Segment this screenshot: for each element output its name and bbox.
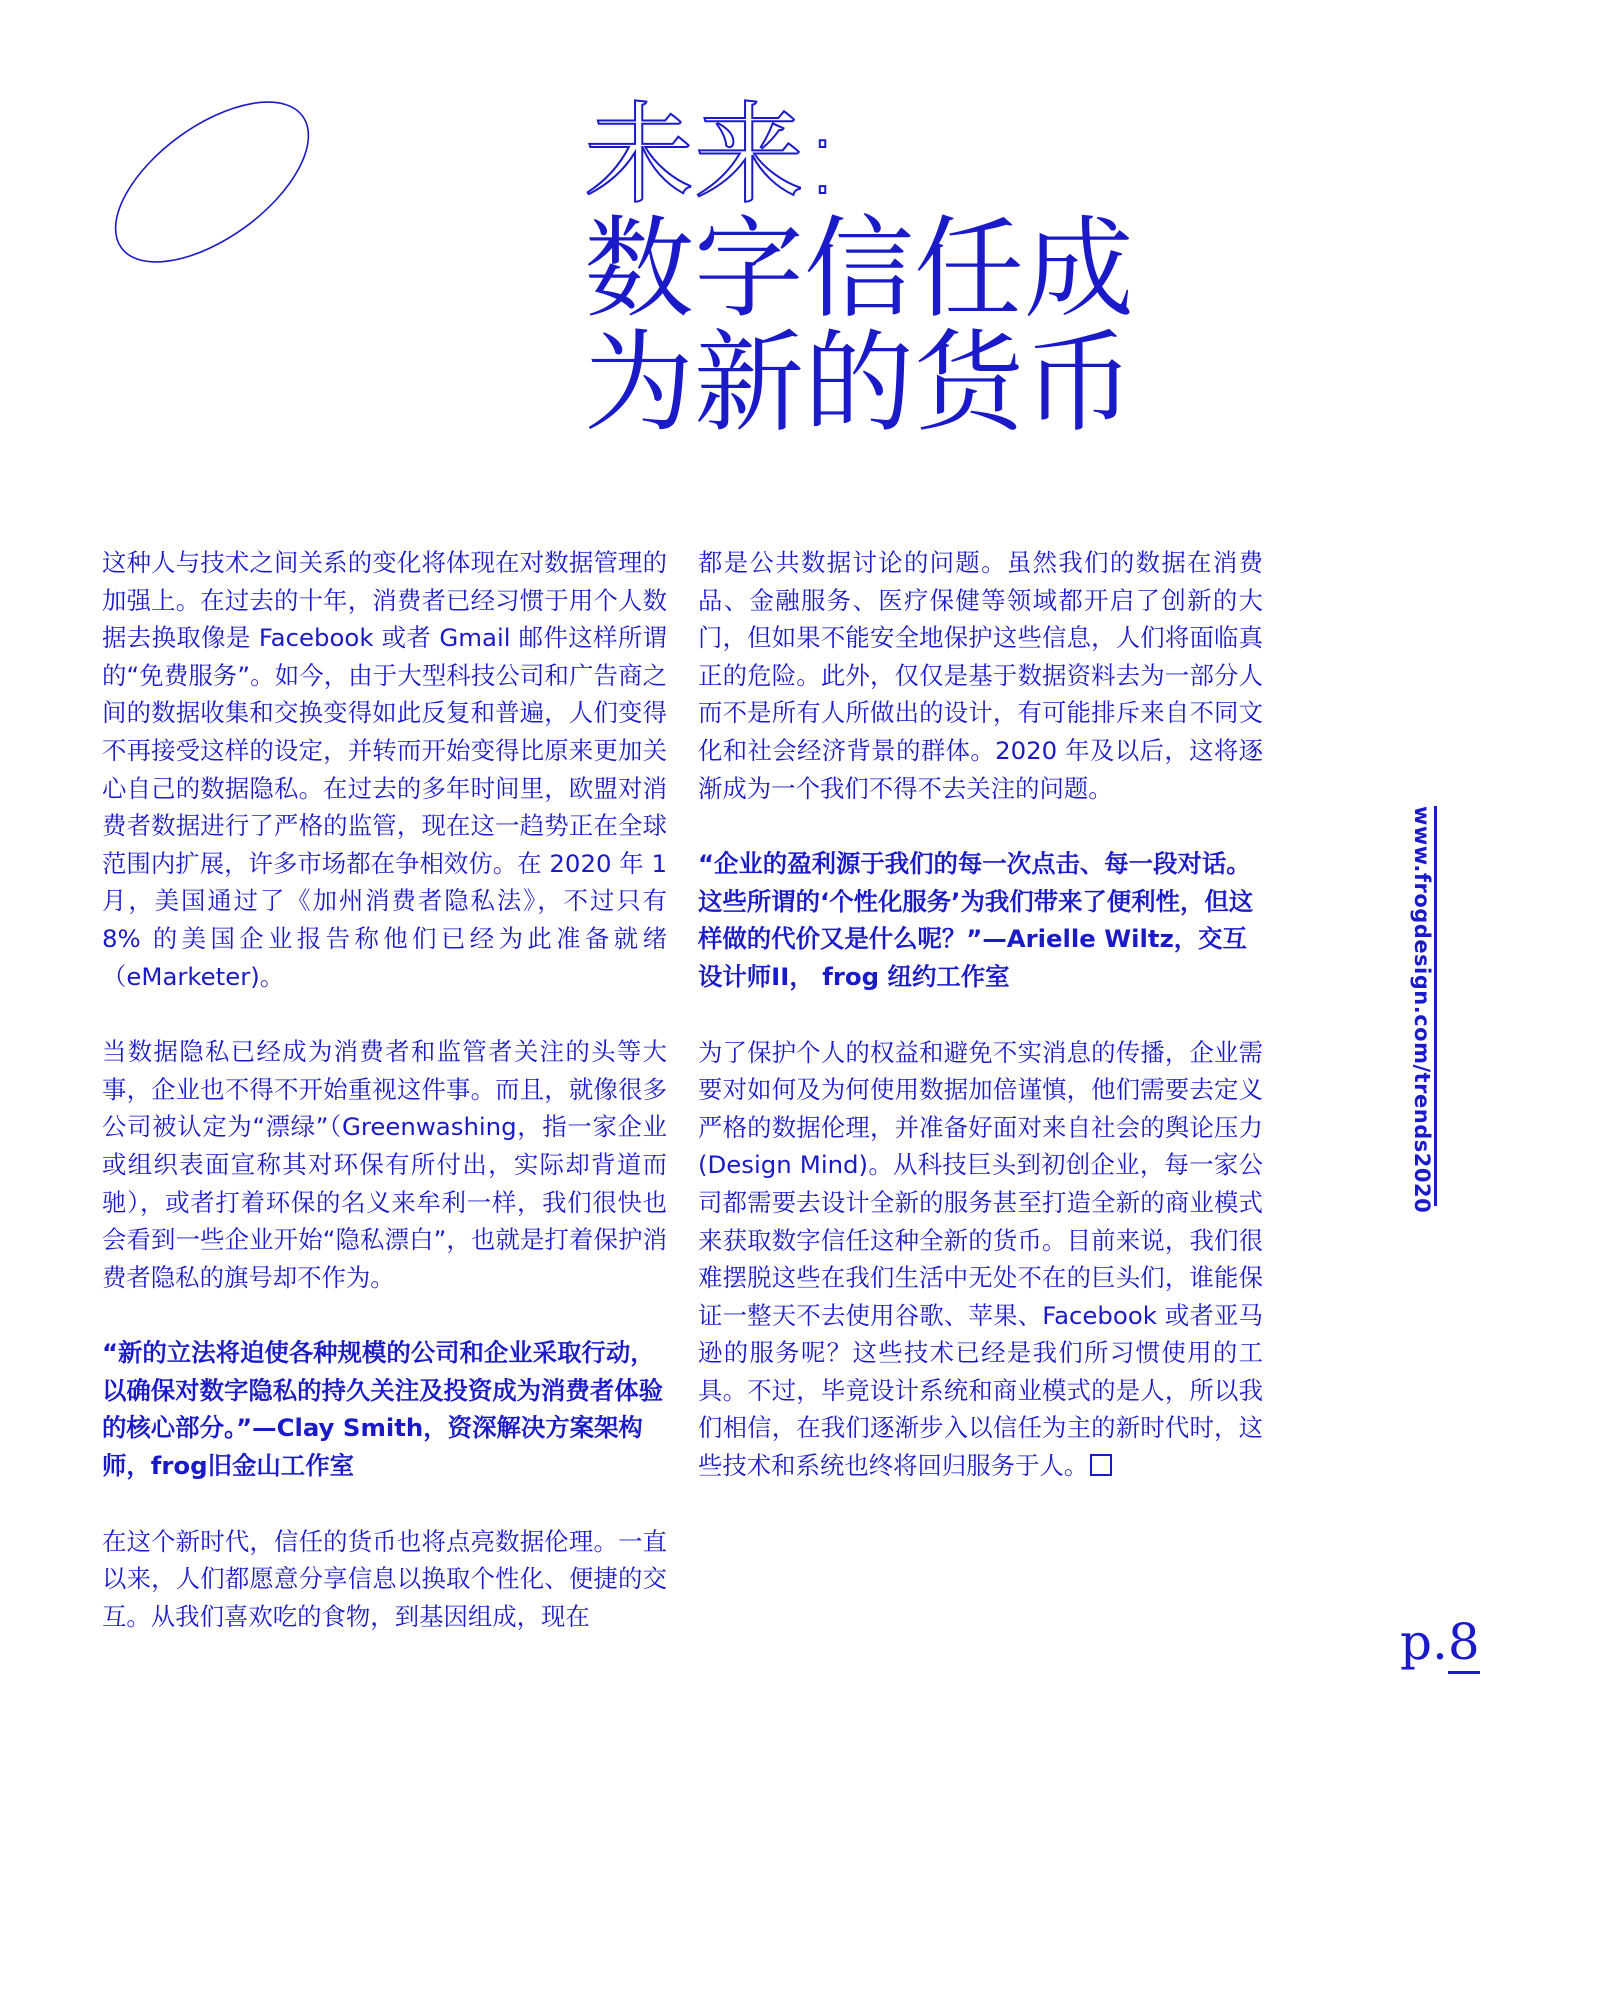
- pull-quote: “企业的盈利源于我们的每一次点击、每一段对话。这些所谓的‘个性化服务’为我们带来了便利性，但这样做的代价又是什么呢？”—Arielle Wiltz，交互设计师II， frog 纽约工作室: [698, 849, 1254, 991]
- body-paragraph: 都是公共数据讨论的问题。虽然我们的数据在消费品、金融服务、医疗保健等领域都开启了创新的大门，但如果不能安全地保护这些信息，人们将面临真正的危险。此外，仅仅是基于数据资料去为一部分人而不是所有人所做出的设计，有可能排斥来自不同文化和社会经济背景的群体。2020 年及以后，这将逐渐成为一个我们不得不去关注的问题。: [698, 548, 1263, 803]
- decorative-ellipse: [96, 92, 328, 272]
- page-number-value: 8: [1448, 1613, 1480, 1674]
- body-paragraph: 在这个新时代，信任的货币也将点亮数据伦理。一直以来，人们都愿意分享信息以换取个性化、便捷的交互。从我们喜欢吃的食物，到基因组成，现在: [102, 1526, 667, 1631]
- title-line-3: 为新的货币: [584, 319, 1134, 447]
- pull-quote: “新的立法将迫使各种规模的公司和企业采取行动，以确保对数字隐私的持久关注及投资成为消费者体验的核心部分。”—Clay Smith，资深解决方案架构师，frog旧金山工作室: [102, 1338, 663, 1481]
- body-paragraph-final: [698, 1034, 1263, 1485]
- page-number: [1400, 1612, 1480, 1672]
- end-mark-icon: [1090, 1454, 1112, 1476]
- title-line-outline: 未来:: [584, 91, 842, 219]
- body-paragraph: 这种人与技术之间关系的变化将体现在对数据管理的加强上。在过去的十年，消费者已经习惯于用个人数据去换取像是 Facebook 或者 Gmail 邮件这样所谓的“免费服务”。如今，由于大型科技公司和广告商之间的数据收集和交换变得如此反复和普遍，人们变得不再接受这样的设定，并转而开始变得比原来更加关心自己的数据隐私。在过去的多年时间里，欧盟对消费者数据进行了严格的监管，现在这一趋势正在全球范围内扩展，许多市场都在争相效仿。在 2020 年 1 月，美国通过了《加州消费者隐私法》，不过只有 8% 的美国企业报告称他们已经为此准备就绪（eMarketer)。: [102, 548, 667, 991]
- page-title: [584, 91, 1184, 447]
- right-column: [698, 544, 1263, 1523]
- body-paragraph-text: 为了保护个人的权益和避免不实消息的传播，企业需要对如何及为何使用数据加倍谨慎，他们需要去定义严格的数据伦理，并准备好面对来自社会的舆论压力 (Design Mind)。从科技巨头到初创企业，每一家公司都需要去设计全新的服务甚至打造全新的商业模式来获取数字信任这种全新的货币。目前来说，我们很难摆脱这些在我们生活中无处不在的巨头们，谁能保证一整天不去使用谷歌、苹果、Facebook 或者亚马逊的服务呢？这些技术已经是我们所习惯使用的工具。不过，毕竟设计系统和商业模式的是人，所以我们相信，在我们逐渐步入以信任为主的新时代时，这些技术和系统也终将回归服务于人。: [698, 1037, 1263, 1481]
- page-number-prefix: p.: [1400, 1613, 1448, 1671]
- body-paragraph: 当数据隐私已经成为消费者和监管者关注的头等大事，企业也不得不开始重视这件事。而且，就像很多公司被认定为“漂绿”（Greenwashing，指一家企业或组织表面宣称其对环保有所付出，实际却背道而驰），或者打着环保的名义来牟利一样，我们很快也会看到一些企业开始“隐私漂白”，也就是打着保护消费者隐私的旗号却不作为。: [102, 1037, 667, 1292]
- title-line-2: 数字信任成: [584, 205, 1134, 333]
- side-url-link[interactable]: www.frogdesign.com/trends2020: [1404, 806, 1437, 1206]
- left-column: [102, 544, 667, 1673]
